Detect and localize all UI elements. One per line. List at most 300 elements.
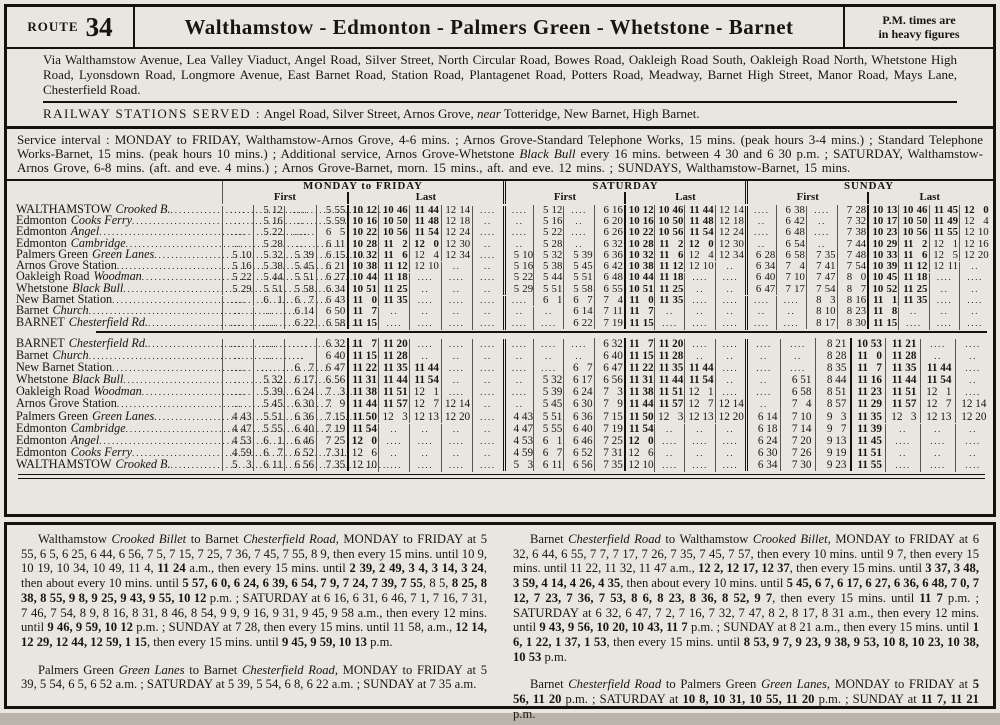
- time-cell: 11 35: [654, 362, 684, 374]
- time-cell: 5 58: [284, 284, 315, 295]
- pm-note-line2: in heavy figures: [878, 27, 960, 41]
- time-cell: 6 54: [776, 239, 807, 250]
- time-cell: ....: [920, 339, 955, 351]
- time-cell: 6 48: [776, 227, 807, 238]
- time-cell: ....: [898, 319, 929, 330]
- time-cell: ....: [684, 460, 714, 472]
- time-cell: 12 34: [715, 250, 745, 261]
- time-cell: 10 56: [654, 227, 684, 238]
- time-cell: 11 44: [409, 362, 440, 374]
- time-cell: ....: [472, 206, 503, 217]
- station-row: [10, 410, 993, 422]
- time-cell: 6 1: [533, 435, 563, 447]
- time-cell: 11 7: [347, 338, 378, 350]
- time-cell: 6 28: [745, 250, 776, 261]
- time-cell: ....: [409, 319, 440, 330]
- time-cell: 11 25: [654, 284, 684, 295]
- time-cell: 10 38: [624, 261, 654, 272]
- time-cell: 11 44: [409, 205, 440, 216]
- header-band: [7, 7, 993, 49]
- station-label: Whetstone Black Bull .....: [10, 283, 222, 295]
- time-cell: ....: [885, 436, 920, 448]
- time-cell: 12 20: [959, 250, 990, 261]
- time-cell: ..: [745, 375, 780, 387]
- time-cell: 11 12: [654, 261, 684, 272]
- time-cell: 5 44: [253, 272, 284, 283]
- time-cell: 6 32: [594, 338, 624, 350]
- last-label: Last: [624, 192, 745, 203]
- time-cell: 10 38: [347, 261, 378, 272]
- time-cell: 10 56: [378, 227, 409, 238]
- time-cell: 8 3: [806, 295, 837, 306]
- time-cell: 6 36: [594, 250, 624, 261]
- time-cell: ....: [929, 296, 960, 307]
- time-cell: ....: [715, 436, 745, 448]
- via-paragraph: Via Walthamstow Avenue, Lea Valley Viaduct, Angel Road, Silver Street, North Circular Road, Bowes Road, Oakleigh Road South, Oakleigh Road North, Whetstone High Road, Lyonsdown Road, Longmore Avenue, East Barnet Road, Station Road, Plantagenet Road, Potters Road, Meadway, Barnet High Street, Manor Road, Mays Lane, Chesterfield Road.: [43, 52, 957, 97]
- time-cell: 6 11: [316, 239, 347, 250]
- time-cell: 6 40: [284, 423, 315, 435]
- time-cell: 7 41: [806, 261, 837, 272]
- time-cell: ....: [959, 296, 990, 307]
- station-row: [10, 260, 993, 271]
- time-cell: 7 4: [776, 261, 807, 272]
- time-cell: 7 11: [594, 306, 624, 317]
- time-cell: 9 23: [815, 459, 850, 471]
- time-cell: 6 7: [563, 295, 593, 306]
- time-cell: 7 19: [316, 423, 347, 435]
- station-label: Arnos Grove Station .....: [10, 260, 222, 272]
- time-cell: 11 35: [885, 362, 920, 374]
- time-cell: ....: [745, 387, 780, 399]
- time-cell: 12 7: [409, 398, 440, 410]
- station-row: [10, 305, 993, 316]
- time-cell: 6 18: [745, 423, 780, 435]
- time-cell: ..: [563, 217, 593, 228]
- time-cell: ....: [472, 296, 503, 307]
- time-cell: ....: [472, 339, 503, 351]
- footnotes-panel: [4, 522, 996, 721]
- time-cell: 11 44: [378, 374, 409, 386]
- time-cell: 6 42: [594, 261, 624, 272]
- time-cell: ....: [472, 436, 503, 448]
- time-cell: ....: [563, 339, 593, 351]
- time-cell: 7 9: [316, 398, 347, 410]
- time-cell: 11 29: [850, 398, 885, 410]
- time-cell: 10 16: [624, 216, 654, 227]
- time-cell: ..: [409, 448, 440, 460]
- time-cell: ..: [929, 307, 960, 318]
- time-cell: 7 54: [837, 261, 868, 272]
- time-cell: 11 1: [867, 295, 898, 306]
- time-cell: 7 47: [806, 272, 837, 283]
- time-cell: 6 42: [776, 216, 807, 227]
- time-cell: 7 32: [837, 216, 868, 227]
- time-cell: ..: [715, 375, 745, 387]
- time-cell: 12 10: [624, 459, 654, 471]
- time-cell: 6 24: [284, 386, 315, 398]
- time-cell: ....: [378, 319, 409, 330]
- time-cell: 12 14: [715, 205, 745, 216]
- time-cell: ....: [253, 319, 284, 330]
- time-cell: ..: [472, 375, 503, 387]
- time-cell: 12 10: [347, 459, 378, 471]
- time-cell: ....: [503, 296, 533, 307]
- time-cell: 12 16: [959, 239, 990, 250]
- time-cell: ..: [222, 240, 253, 251]
- time-cell: 5 28: [533, 239, 563, 250]
- time-cell: 12 14: [955, 398, 990, 410]
- time-cell: 5 55: [253, 423, 284, 435]
- time-cell: ....: [503, 339, 533, 351]
- time-cell: 11 7: [624, 338, 654, 350]
- time-cell: 7 10: [780, 411, 815, 423]
- time-cell: 6 7: [284, 362, 315, 374]
- time-cell: 11 54: [409, 374, 440, 386]
- time-cell: 11 44: [624, 398, 654, 410]
- time-cell: ..: [222, 351, 253, 363]
- time-cell: 12 7: [684, 398, 714, 410]
- time-cell: 6 43: [316, 295, 347, 306]
- station-row: [10, 246, 993, 261]
- time-cell: ..: [472, 399, 503, 411]
- time-cell: 5 32: [533, 374, 563, 386]
- time-cell: 7 3: [594, 386, 624, 398]
- station-label: BARNET Chesterfield Rd. .....: [10, 337, 222, 350]
- time-cell: ..: [222, 399, 253, 411]
- time-cell: 9 19: [815, 447, 850, 459]
- time-cell: 6 24: [745, 435, 780, 447]
- time-cell: 11 16: [850, 374, 885, 386]
- time-cell: 7 15: [594, 411, 624, 423]
- time-cell: 10 51: [624, 284, 654, 295]
- footnote-paragraph: Barnet Chesterfield Road to Walthamstow Crooked Billet, MONDAY to FRIDAY at 6 32, 6 44, 6 55, 7 7, 7 17, 7 26, 7 35, 7 45, 7 57, then every 10 mins. until 9 7, then every 15 mins. until 11 22, 11 32, 11 47 a.m., 12 2, 12 17, 12 37, then every 15 mins. until 3 37, 3 48, 3 59, 4 14, 4 26, 4 35, then about every 10 mins. until 5 45, 6 7, 6 17, 6 27, 6 36, 6 48, 7 0, 7 12, 7 23, 7 36, 7 53, 8 6, 8 23, 8 36, 8 52, 9 7, then every 15 mins. until 11 7 p.m. ; SATURDAY at 6 32, 6 47, 7 2, 7 16, 7 32, 7 47, 8 2, 8 17, 8 31 a.m., then every 12 mins. until 9 43, 9 56, 10 20, 10 43, 11 7 p.m. ; SUNDAY at 8 21 a.m., then every 15 mins. until 1 6, 1 22, 1 37, 1 53, then every 15 mins. until 8 53, 9 7, 9 23, 9 38, 9 53, 10 8, 10 23, 10 38, 10 53 p.m.: [513, 532, 980, 664]
- time-cell: ....: [533, 319, 563, 330]
- time-cell: 5 39: [284, 250, 315, 261]
- time-cell: 12 6: [624, 447, 654, 459]
- time-cell: 5 51: [563, 272, 593, 283]
- time-cell: ....: [563, 206, 593, 217]
- time-cell: 11 22: [624, 362, 654, 374]
- time-cell: 5 55: [533, 423, 563, 435]
- time-cell: ....: [441, 319, 472, 330]
- time-cell: ..: [898, 307, 929, 318]
- time-cell: 9 13: [815, 435, 850, 447]
- station-label: Palmers Green Green Lanes .....: [10, 410, 222, 423]
- time-cell: 5 51: [253, 411, 284, 423]
- time-cell: ....: [715, 273, 745, 284]
- time-cell: ....: [745, 206, 776, 217]
- time-cell: 10 33: [867, 250, 898, 261]
- time-cell: ....: [745, 296, 776, 307]
- time-cell: ..: [441, 262, 472, 273]
- station-row: [10, 458, 993, 470]
- time-cell: 10 46: [898, 205, 929, 216]
- station-label: Oakleigh Road Woodman .....: [10, 271, 222, 283]
- station-label: Barnet Church .....: [10, 305, 222, 317]
- time-cell: 5 51: [533, 284, 563, 295]
- time-cell: 9 7: [815, 423, 850, 435]
- time-cell: ....: [745, 319, 776, 330]
- time-cell: ....: [472, 412, 503, 424]
- time-cell: 11 15: [624, 318, 654, 329]
- time-cell: ....: [503, 363, 533, 375]
- time-cell: 6 46: [284, 435, 315, 447]
- time-cell: 11 25: [898, 284, 929, 295]
- time-cell: 5 32: [253, 250, 284, 261]
- last-label: Last: [867, 192, 990, 203]
- time-cell: ....: [955, 363, 990, 375]
- time-cell: 8 17: [806, 318, 837, 329]
- time-cell: 5 12: [533, 205, 563, 216]
- time-cell: ....: [378, 460, 409, 472]
- time-cell: 11 6: [898, 250, 929, 261]
- station-label: Whetstone Black Bull .....: [10, 373, 222, 386]
- time-cell: 6 40: [316, 350, 347, 362]
- time-cell: 12 10: [959, 227, 990, 238]
- time-cell: ....: [472, 387, 503, 399]
- time-cell: 6 47: [745, 284, 776, 295]
- time-cell: ..: [715, 448, 745, 460]
- time-cell: 12 1: [929, 239, 960, 250]
- time-cell: 5 22: [503, 272, 533, 283]
- divider: [96, 331, 987, 333]
- station-row: [10, 271, 993, 282]
- time-cell: 7 31: [316, 447, 347, 459]
- time-cell: ....: [776, 296, 807, 307]
- time-cell: 6 56: [316, 374, 347, 386]
- time-cell: 10 52: [867, 284, 898, 295]
- time-cell: ....: [472, 363, 503, 375]
- station-label: Edmonton Cooks Ferry .....: [10, 446, 222, 459]
- time-cell: ....: [441, 296, 472, 307]
- timetable-outbound: [10, 181, 993, 328]
- time-cell: ....: [409, 339, 440, 351]
- time-cell: 5 58: [563, 284, 593, 295]
- time-cell: ....: [503, 387, 533, 399]
- time-cell: 7 26: [780, 447, 815, 459]
- time-cell: ..: [253, 351, 284, 363]
- time-cell: 7 19: [594, 318, 624, 329]
- time-cell: ....: [409, 436, 440, 448]
- footnotes-left-column: [21, 532, 487, 721]
- time-cell: 10 17: [867, 216, 898, 227]
- time-cell: 8 21: [815, 338, 850, 350]
- time-cell: ..: [745, 217, 776, 228]
- time-cell: ....: [472, 251, 503, 262]
- time-cell: 10 50: [378, 216, 409, 227]
- footnote-paragraph: Palmers Green Green Lanes to Barnet Chesterfield Road, MONDAY to FRIDAY at 5 39, 5 54, 6 5, 6 52 a.m. ; SATURDAY at 5 39, 5 54, 6 8, 6 22 a.m. ; SUNDAY at 7 35 a.m.: [21, 662, 487, 692]
- time-cell: ..: [472, 424, 503, 436]
- time-cell: 10 53: [850, 338, 885, 350]
- time-cell: ....: [654, 319, 684, 330]
- time-cell: ..: [409, 285, 440, 296]
- time-cell: 7 4: [594, 295, 624, 306]
- time-cell: 12 0: [959, 205, 990, 216]
- time-cell: 5 16: [533, 216, 563, 227]
- time-cell: 11 51: [654, 386, 684, 398]
- time-cell: 8 35: [815, 362, 850, 374]
- time-cell: ..: [378, 307, 409, 318]
- time-cell: ..: [780, 351, 815, 363]
- time-cell: ....: [222, 363, 253, 375]
- time-cell: ..: [472, 307, 503, 318]
- time-cell: 12 7: [920, 398, 955, 410]
- time-cell: 11 44: [684, 205, 714, 216]
- station-row: [10, 397, 993, 409]
- time-cell: ....: [780, 363, 815, 375]
- time-cell: 6 34: [745, 459, 780, 471]
- time-cell: 11 25: [378, 284, 409, 295]
- station-row: [10, 280, 993, 295]
- time-cell: 6 56: [563, 459, 593, 471]
- time-cell: 7 15: [316, 411, 347, 423]
- time-cell: 7 10: [776, 272, 807, 283]
- time-cell: 4 53: [222, 435, 253, 447]
- time-cell: ..: [472, 448, 503, 460]
- station-row: [10, 215, 993, 226]
- time-cell: ....: [654, 436, 684, 448]
- time-cell: 10 12: [347, 205, 378, 216]
- time-cell: 6 11: [253, 459, 284, 471]
- time-cell: ....: [959, 319, 990, 330]
- time-cell: 11 20: [378, 338, 409, 350]
- time-cell: 6 27: [316, 272, 347, 283]
- time-cell: ..: [378, 424, 409, 436]
- time-cell: ..: [955, 424, 990, 436]
- time-cell: ....: [929, 319, 960, 330]
- time-cell: 5 3: [503, 459, 533, 471]
- time-cell: 6 24: [563, 386, 593, 398]
- time-cell: ....: [715, 460, 745, 472]
- time-cell: ..: [253, 307, 284, 318]
- time-cell: 11 0: [624, 295, 654, 306]
- time-cell: 11 55: [850, 459, 885, 471]
- time-cell: 11 2: [378, 239, 409, 250]
- time-cell: 11 0: [347, 295, 378, 306]
- time-cell: ..: [409, 351, 440, 363]
- time-cell: 6 50: [316, 306, 347, 317]
- time-cell: 11 35: [654, 295, 684, 306]
- time-cell: 11 35: [898, 295, 929, 306]
- station-row: [10, 422, 993, 434]
- time-cell: ....: [284, 206, 315, 217]
- time-cell: 11 15: [624, 350, 654, 362]
- time-cell: 5 38: [533, 261, 563, 272]
- time-cell: 6 30: [745, 447, 780, 459]
- time-cell: ....: [684, 319, 714, 330]
- time-cell: 8 51: [815, 386, 850, 398]
- time-cell: 4 47: [222, 423, 253, 435]
- time-cell: ..: [959, 307, 990, 318]
- time-cell: 5 22: [222, 272, 253, 283]
- time-cell: 10 12: [624, 205, 654, 216]
- time-cell: 12 13: [684, 411, 714, 423]
- time-cell: 11 57: [378, 398, 409, 410]
- time-cell: ....: [920, 460, 955, 472]
- time-cell: 11 15: [347, 318, 378, 329]
- time-cell: ....: [222, 387, 253, 399]
- time-cell: ..: [472, 285, 503, 296]
- time-cell: 5 44: [533, 272, 563, 283]
- time-cell: ....: [885, 460, 920, 472]
- time-cell: ..: [920, 424, 955, 436]
- time-cell: ....: [503, 228, 533, 239]
- time-cell: ....: [920, 436, 955, 448]
- time-cell: ..: [533, 351, 563, 363]
- station-row: [10, 314, 993, 329]
- time-cell: ....: [715, 296, 745, 307]
- time-cell: ....: [441, 273, 472, 284]
- time-cell: ....: [409, 273, 440, 284]
- time-cell: ....: [441, 387, 472, 399]
- time-cell: 6 11: [533, 459, 563, 471]
- time-cell: 12 14: [441, 205, 472, 216]
- time-cell: ..: [472, 217, 503, 228]
- time-cell: 11 44: [347, 398, 378, 410]
- time-cell: 11 35: [378, 295, 409, 306]
- time-cell: 11 15: [347, 350, 378, 362]
- time-cell: ....: [654, 460, 684, 472]
- time-cell: 5 45: [284, 261, 315, 272]
- time-cell: 11 35: [850, 411, 885, 423]
- time-cell: 11 6: [654, 250, 684, 261]
- time-cell: 6 1: [253, 435, 284, 447]
- time-cell: 7 19: [594, 423, 624, 435]
- time-cell: 7 31: [594, 447, 624, 459]
- time-cell: 6 52: [284, 447, 315, 459]
- time-cell: 11 28: [378, 350, 409, 362]
- time-cell: 11 39: [850, 423, 885, 435]
- time-cell: 11 54: [409, 227, 440, 238]
- station-row: [10, 361, 993, 373]
- time-cell: 7 14: [780, 423, 815, 435]
- station-row: [10, 235, 993, 250]
- time-cell: ....: [441, 436, 472, 448]
- station-label: Barnet Church .....: [10, 349, 222, 362]
- time-cell: 11 49: [929, 216, 960, 227]
- time-cell: 12 18: [715, 216, 745, 227]
- route-label: ROUTE: [27, 19, 79, 34]
- time-cell: ..: [441, 285, 472, 296]
- time-cell: ..: [409, 307, 440, 318]
- time-cell: 11 48: [409, 216, 440, 227]
- time-cell: 6 15: [316, 250, 347, 261]
- time-cell: 5 10: [222, 250, 253, 261]
- time-cell: 4 59: [222, 447, 253, 459]
- time-cell: ..: [284, 351, 315, 363]
- time-cell: 12 11: [929, 261, 960, 272]
- time-cell: ..: [959, 262, 990, 273]
- time-cell: 12 20: [441, 411, 472, 423]
- day-group-header-row: [10, 181, 993, 192]
- day-group-label: SATURDAY: [503, 181, 745, 192]
- time-cell: 6 40: [745, 272, 776, 283]
- time-cell: ..: [503, 375, 533, 387]
- time-cell: 11 45: [850, 435, 885, 447]
- time-cell: 12 6: [347, 447, 378, 459]
- time-cell: 6 5: [316, 227, 347, 238]
- time-cell: 5 32: [253, 374, 284, 386]
- time-cell: 11 44: [684, 362, 714, 374]
- time-cell: ..: [806, 240, 837, 251]
- time-cell: 10 45: [867, 272, 898, 283]
- station-row: [10, 434, 993, 446]
- time-cell: 12 18: [441, 216, 472, 227]
- time-cell: ....: [472, 319, 503, 330]
- time-cell: 6 36: [284, 411, 315, 423]
- first-label: First: [745, 192, 868, 203]
- time-cell: 6 21: [316, 261, 347, 272]
